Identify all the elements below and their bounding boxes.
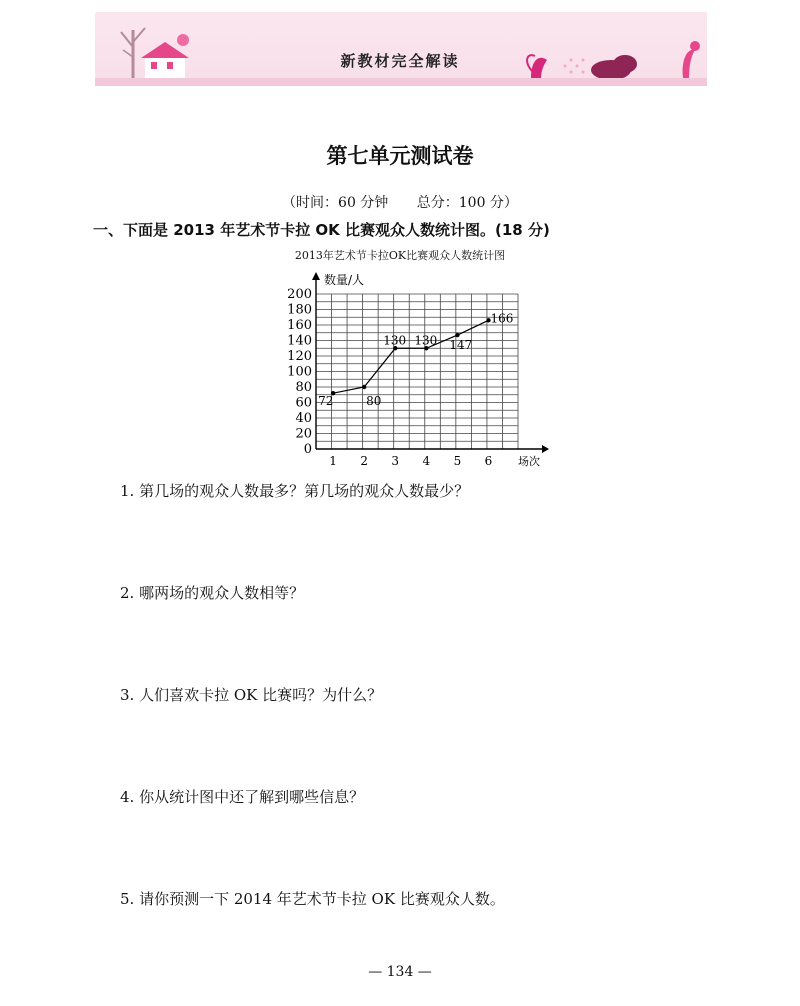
data-label: 72 (318, 394, 334, 409)
exam-time: （时间：60 分钟 (282, 195, 389, 211)
data-point (362, 385, 366, 389)
question-2: 2. 哪两场的观众人数相等？ (120, 584, 305, 602)
series-line (333, 320, 488, 393)
data-label: 130 (414, 333, 438, 348)
banner-stripe (95, 78, 707, 86)
y-tick-label: 140 (287, 333, 312, 349)
y-axis-arrow (312, 272, 320, 280)
y-axis-label: 数量/人 (324, 273, 365, 287)
flower-icon (177, 34, 189, 46)
question-5: 5. 请你预测一下 2014 年艺术节卡拉 OK 比赛观众人数。 (120, 890, 505, 908)
question-3: 3. 人们喜欢卡拉 OK 比赛吗？为什么？ (120, 686, 383, 704)
exam-info (0, 192, 800, 212)
y-tick-label: 80 (295, 380, 312, 395)
x-tick-label: 5 (453, 454, 462, 468)
y-tick-label: 180 (287, 302, 312, 318)
x-axis-arrow (542, 445, 549, 453)
data-label: 130 (383, 333, 407, 348)
section-1-heading: 一、下面是 2013 年艺术节卡拉 OK 比赛观众人数统计图。(18 分) (93, 221, 550, 239)
chart-title: 2013年艺术节卡拉OK比赛观众人数统计图 (294, 249, 506, 262)
y-tick-label: 0 (303, 442, 312, 457)
x-tick-label: 4 (422, 454, 431, 468)
page-title: 第七单元测试卷 (326, 144, 474, 168)
x-tick-label: 2 (360, 454, 368, 468)
page-number: — 134 — (368, 964, 432, 980)
banner-title: 新教材完全解读 (340, 52, 460, 70)
header-banner (95, 12, 707, 84)
y-tick-label: 100 (287, 364, 312, 380)
x-tick-label: 1 (329, 454, 337, 468)
line-chart (270, 262, 550, 472)
x-tick-label: 6 (484, 454, 493, 468)
question-1: 1. 第几场的观众人数最多？第几场的观众人数最少？ (120, 482, 470, 500)
question-4: 4. 你从统计图中还了解到哪些信息？ (120, 788, 365, 806)
data-label: 166 (490, 311, 514, 326)
y-tick-label: 160 (287, 318, 312, 333)
y-tick-label: 60 (295, 395, 312, 411)
y-tick-label: 200 (287, 287, 312, 302)
x-tick-label: 3 (391, 454, 400, 468)
y-tick-label: 40 (295, 411, 312, 426)
y-tick-label: 120 (287, 349, 312, 364)
y-tick-label: 20 (295, 426, 312, 442)
exam-total-score: 总分：100 分） (416, 195, 518, 211)
data-point (455, 333, 459, 337)
data-label: 147 (449, 338, 473, 353)
data-label: 80 (366, 394, 382, 408)
banner-decoration (95, 12, 707, 84)
x-axis-label: 场次 (518, 455, 540, 468)
